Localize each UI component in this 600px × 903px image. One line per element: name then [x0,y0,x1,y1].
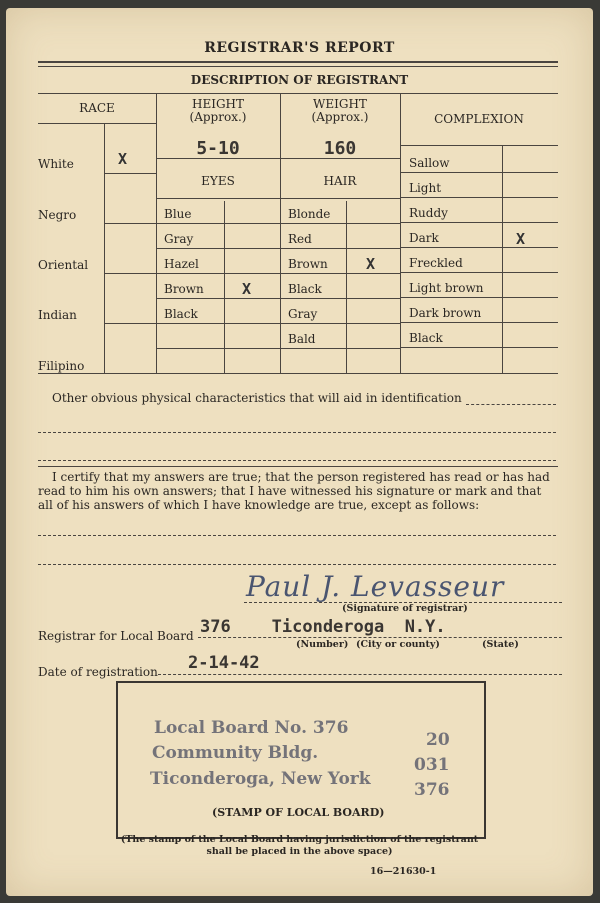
eyes-brown: Brown [164,282,204,296]
certification-text: I certify that my answers are true; that the person registered has read or has had read to him his own answers; that I have witnessed his signature or mark and that all of his answers of which I have knowledge are true, except as follows: [38,470,550,512]
complexion-header: COMPLEXION [434,112,524,126]
hair-header: HAIR [323,174,357,188]
registrar-signature: Paul J. Levasseur [246,570,505,603]
race-oriental: Oriental [38,258,89,272]
stamp-line-1: Local Board No. 376 [154,718,349,738]
form-number: 16—21630-1 [370,866,437,877]
grid-line [400,222,558,223]
grid-line [104,323,156,324]
grid-line [400,94,401,374]
grid-line [280,273,400,274]
grid-line [104,173,156,174]
grid-line [280,94,281,374]
number-caption: (Number) [296,639,349,650]
hair-bald: Bald [288,332,316,346]
race-negro: Negro [38,208,77,222]
grid-line [280,323,400,324]
grid-line [38,123,156,124]
grid-line [400,197,558,198]
rule [38,466,558,467]
race-indian: Indian [38,308,77,322]
grid-line [280,348,400,349]
grid-line [156,348,280,349]
grid-line [104,273,156,274]
grid-line [156,198,400,199]
blank-line [158,674,562,675]
grid-line [156,323,280,324]
eyes-gray: Gray [164,232,194,246]
grid-line [280,223,400,224]
signature-caption: (Signature of registrar) [342,603,468,614]
blank-line [466,404,556,405]
eyes-blue: Blue [164,207,192,221]
eyes-header: EYES [201,174,235,188]
grid-line [38,373,558,374]
stamp-line-2: Community Bldg. [152,743,319,763]
hair-gray: Gray [288,307,318,321]
grid-line [280,248,400,249]
stamp-number-3: 376 [414,780,450,800]
state-caption: (State) [482,639,519,650]
city-caption: (City or county) [356,639,440,650]
date-label: Date of registration [38,665,158,679]
complexion-dark-mark: X [516,230,526,248]
complexion-dark-brown: Dark brown [409,306,482,320]
grid-line [400,145,558,146]
race-white: White [38,157,74,171]
rule [38,61,558,63]
height-header: HEIGHT (Approx.) [189,97,247,124]
complexion-light: Light [409,181,442,195]
grid-line [280,298,400,299]
grid-line [400,272,558,273]
grid-line [156,223,280,224]
section-title: DESCRIPTION OF REGISTRANT [190,73,409,87]
blank-line [38,535,556,536]
rule [38,66,558,67]
grid-line [400,297,558,298]
weight-value: 160 [323,138,357,159]
eyes-brown-mark: X [242,280,252,298]
complexion-freckled: Freckled [409,256,463,270]
grid-line [156,248,280,249]
hair-brown: Brown [288,257,328,271]
grid-line [156,298,280,299]
race-filipino: Filipino [38,359,85,373]
grid-line [156,273,280,274]
eyes-hazel: Hazel [164,257,199,271]
eyes-black: Black [164,307,198,321]
page-title: REGISTRAR'S REPORT [204,40,395,56]
blank-line [38,564,556,565]
hair-black: Black [288,282,322,296]
race-header: RACE [79,101,115,115]
grid-line [156,94,157,374]
local-board-value: 376 Ticonderoga N.Y. [200,617,446,637]
grid-line [104,123,105,373]
grid-line [502,145,503,373]
stamp-number-1: 20 [426,730,450,750]
hair-blonde: Blonde [288,207,331,221]
stamp-line-3: Ticonderoga, New York [150,769,371,789]
footnote: (The stamp of the Local Board having jurisdiction of the registrant shall be placed in the above space) [120,834,479,857]
date-value: 2-14-42 [188,653,260,673]
grid-line [104,223,156,224]
local-board-label: Registrar for Local Board [38,629,194,643]
height-value: 5-10 [196,138,240,159]
grid-line [400,172,558,173]
complexion-sallow: Sallow [409,156,450,170]
race-white-mark: X [118,150,128,168]
stamp-number-2: 031 [414,755,450,775]
rule [38,93,558,94]
complexion-light-brown: Light brown [409,281,484,295]
complexion-ruddy: Ruddy [409,206,448,220]
grid-line [400,247,558,248]
stamp-caption: (STAMP OF LOCAL BOARD) [212,806,385,819]
hair-brown-mark: X [366,255,376,273]
registration-card [6,8,593,896]
complexion-dark: Dark [409,231,439,245]
blank-line [38,460,556,461]
hair-red: Red [288,232,312,246]
weight-header: WEIGHT (Approx.) [311,97,369,124]
grid-line [400,347,558,348]
complexion-black: Black [409,331,443,345]
blank-line [198,637,562,638]
blank-line [38,432,556,433]
grid-line [400,322,558,323]
other-characteristics-label: Other obvious physical characteristics that will aid in identification [52,391,462,405]
